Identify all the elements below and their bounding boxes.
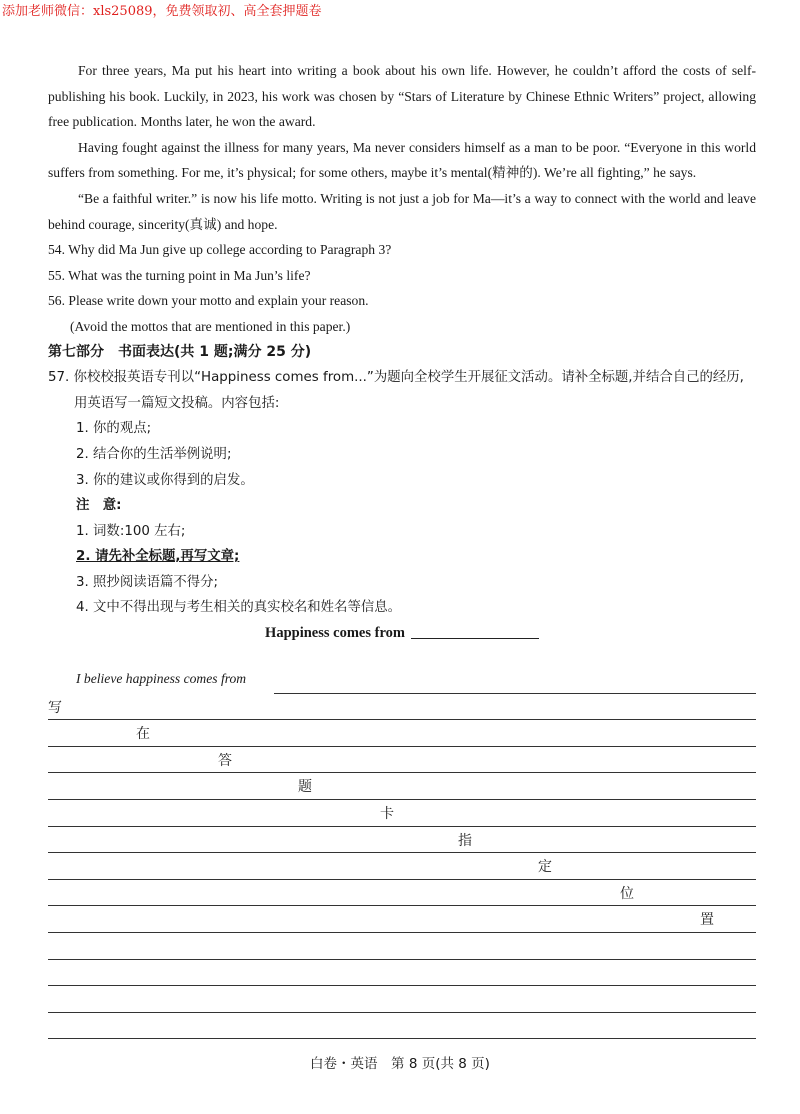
passage-paragraph-3: “Be a faithful writer.” is now his life motto. Writing is not just a job for Ma—it’s a way to connect with the world and leave behind courage, sincerity(真诚) and hope. — [48, 190, 756, 232]
writing-line — [48, 960, 756, 987]
question-57-task: 57. 你校校报英语专刊以“Happiness comes from...”为题向全校学生开展征文活动。请补全标题,并结合自己的经历,用英语写一篇短文投稿。内容包括: — [48, 370, 744, 411]
writing-line — [48, 800, 756, 827]
content-item-2: 2. 结合你的生活举例说明; — [76, 446, 232, 462]
question-56: 56. Please write down your motto and explain your reason. — [48, 293, 369, 309]
notice-item-2 — [48, 544, 756, 570]
essay-title-text: Happiness comes from — [265, 625, 405, 642]
writing-line — [48, 906, 756, 933]
page-content — [48, 58, 756, 647]
notice-label: 注 意: — [76, 498, 122, 514]
question-54: 54. Why did Ma Jun give up college according to Paragraph 3? — [48, 242, 392, 258]
content-item-1: 1. 你的观点; — [76, 421, 152, 437]
notice-item-2-text: 2. 请先补全标题,再写文章; — [76, 549, 240, 565]
writing-line — [48, 986, 756, 1013]
question-56-note: (Avoid the mottos that are mentioned in this paper.) — [70, 318, 351, 334]
answer-card-char: 定 — [538, 859, 552, 876]
notice-item-4: 4. 文中不得出现与考生相关的真实校名和姓名等信息。 — [76, 600, 402, 616]
section-7-heading: 第七部分 书面表达(共 1 题;满分 25 分) — [48, 343, 312, 360]
essay-starter: I believe happiness comes from — [76, 671, 247, 686]
answer-card-char: 位 — [620, 885, 634, 902]
answer-card-char: 卡 — [380, 805, 394, 822]
writing-line-starter — [48, 668, 756, 694]
answer-card-char: 答 — [218, 752, 232, 769]
page-footer: 白卷・英语 第 8 页(共 8 页) — [310, 1056, 490, 1072]
writing-line — [48, 880, 756, 907]
title-blank-line — [411, 638, 539, 639]
notice-item-1: 1. 词数:100 左右; — [76, 523, 186, 539]
writing-line — [48, 827, 756, 854]
writing-area — [48, 668, 756, 1039]
answer-card-char: 置 — [700, 912, 714, 929]
writing-line — [48, 933, 756, 960]
watermark-text: 添加老师微信：xls25089，免费领取初、高全套押题卷 — [2, 4, 322, 19]
passage-paragraph-1: For three years, Ma put his heart into writing a book about his own life. However, he couldn’t afford the costs of self-publishing his book. Luckily, in 2023, his work was chosen by “Stars of Literature by Chinese Ethnic Writers” project, allowing free publication. Months later, he won the award. — [48, 63, 756, 130]
passage-paragraph-2: Having fought against the illness for many years, Ma never considers himself as a man to be poor. “Everyone in this world suffers from something. For me, it’s physical; for some others, maybe it’s mental(精神的). We’re all fighting,” he says. — [48, 139, 756, 181]
writing-line — [48, 747, 756, 774]
writing-line — [48, 773, 756, 800]
content-item-3: 3. 你的建议或你得到的启发。 — [76, 472, 254, 488]
writing-line — [48, 694, 756, 721]
question-55: 55. What was the turning point in Ma Jun’s life? — [48, 267, 311, 283]
answer-card-char: 指 — [458, 832, 472, 849]
answer-card-char: 题 — [298, 779, 312, 796]
writing-line — [48, 720, 756, 747]
writing-line — [48, 1013, 756, 1040]
answer-card-char: 写 — [48, 699, 62, 716]
writing-line — [48, 853, 756, 880]
notice-item-3: 3. 照抄阅读语篇不得分; — [76, 574, 219, 590]
essay-title — [48, 621, 756, 647]
answer-card-char: 在 — [136, 726, 150, 743]
